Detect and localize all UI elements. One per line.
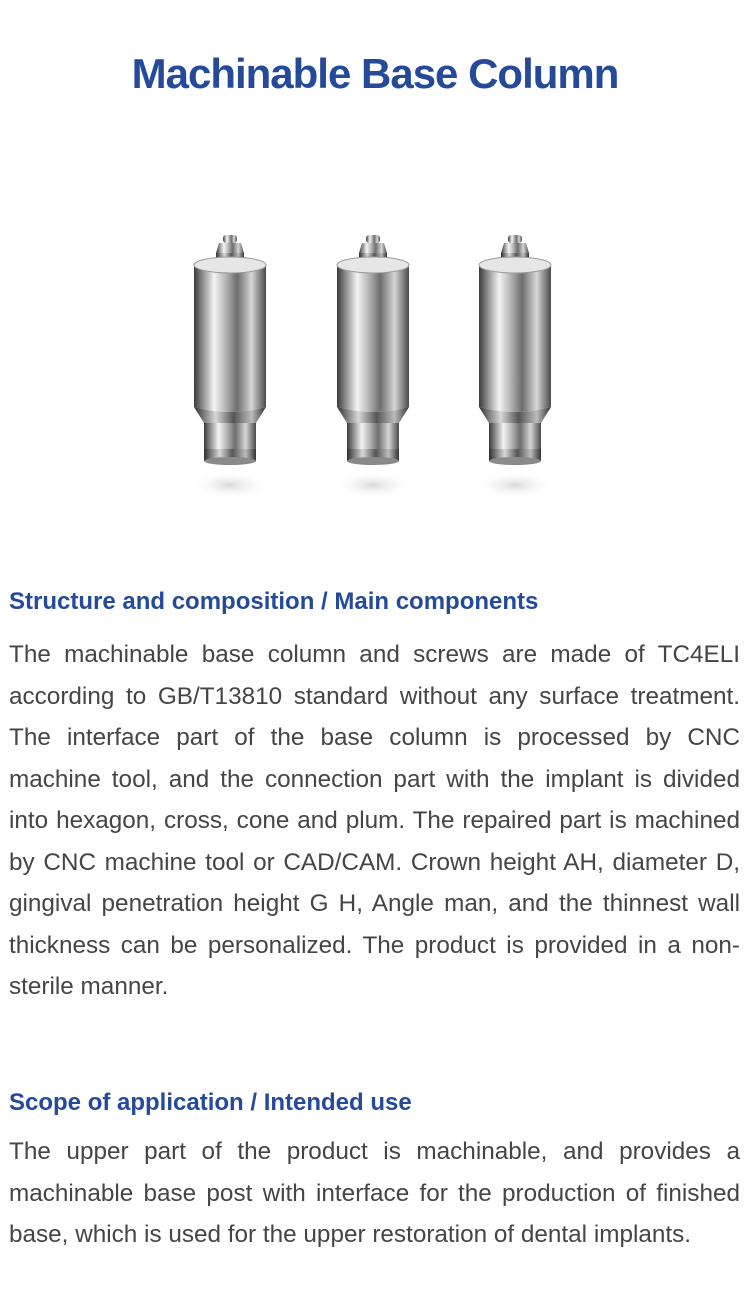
section-heading-structure: Structure and composition / Main components [9,588,539,615]
base-column-2 [333,235,413,499]
page-title: Machinable Base Column [131,50,619,97]
section-heading-scope: Scope of application / Intended use [9,1089,412,1116]
section-body-structure: The machinable base column and screws are made of TC4ELI according to GB/T13810 standard without any surface treatment. The interface part of the base column is processed by CNC machine tool, and the connection part with the implant is divided into hexagon, cross, cone and plum. The repaired part is machined by CNC machine tool or CAD/CAM. Crown height AH, diameter D, gingival penetration height G H, Angle man, and the thinnest wall thickness can be personalized. The product is provided in a non-sterile manner. [9,641,740,1000]
base-column-1 [190,235,270,499]
section-body-scope: The upper part of the product is machinable, and provides a machinable base post with interface for the production of finished base, which is used for the upper restoration of dental implants. [9,1138,740,1248]
product-image [180,235,570,510]
base-column-3 [475,235,555,499]
